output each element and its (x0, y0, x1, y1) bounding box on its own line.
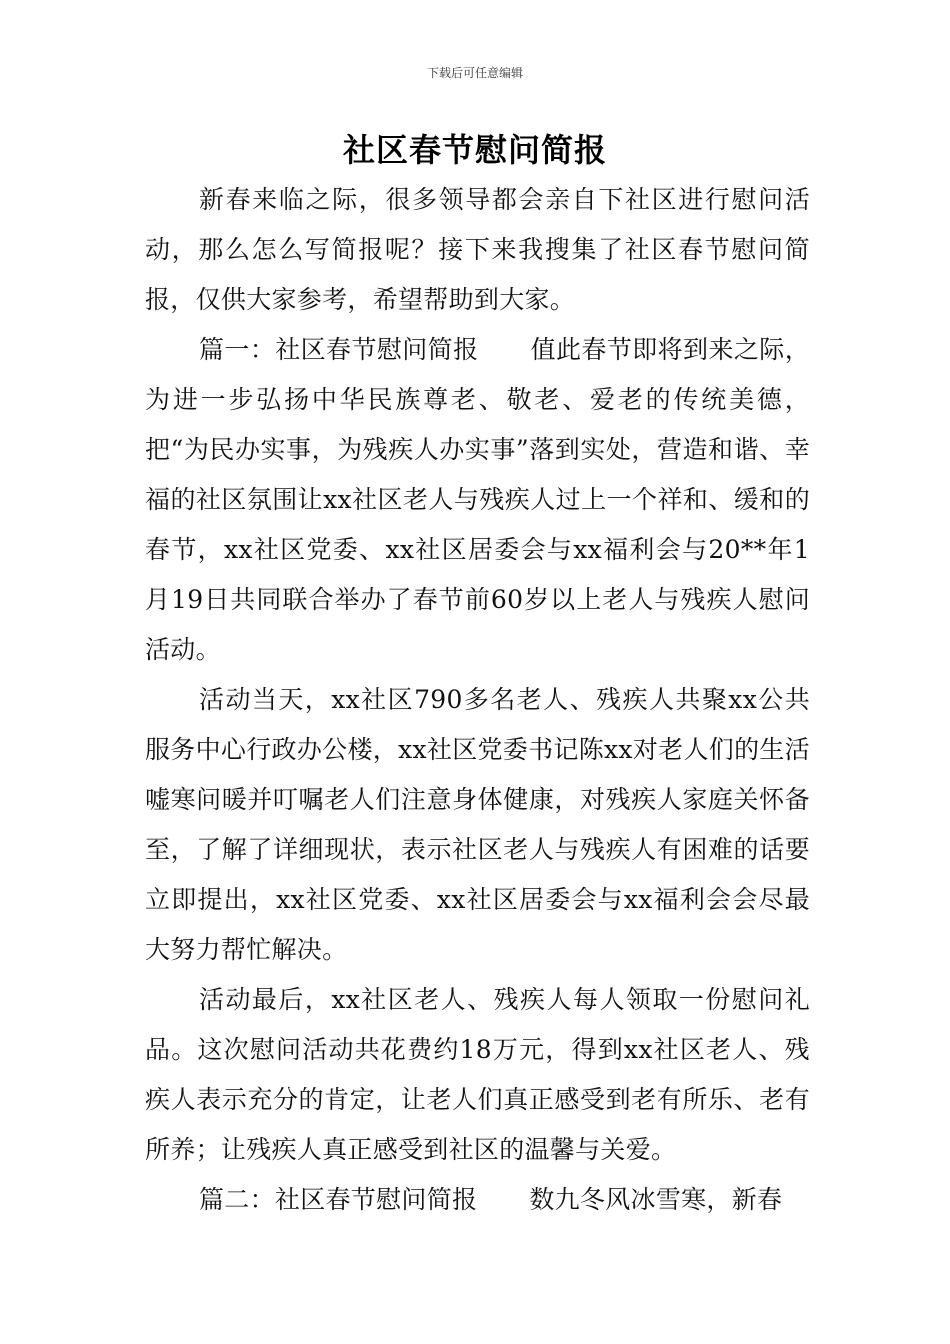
paragraph-text: 数九冬风冰雪寒，新春 (529, 1185, 783, 1214)
header-note: 下载后可任意编辑 (426, 66, 523, 80)
document-body (145, 175, 810, 1225)
paragraph-text: 活动当天，xx社区790多名老人、残疾人共聚xx公共服务中心行政办公楼，xx社区党委书记陈xx对老人们的生活嘘寒问暖并叮嘱老人们注意身体健康，对残疾人家庭关怀备至，了解了详细现状，表示社区老人与残疾人有困难的话要立即提出，xx社区党委、xx社区居委会与xx福利会会尽最大努力帮忙解决。 (145, 685, 810, 964)
paragraph-text: 新春来临之际，很多领导都会亲自下社区进行慰问活动，那么怎么写简报呢？接下来我搜集了社区春节慰问简报，仅供大家参考，希望帮助到大家。 (145, 185, 810, 314)
paragraph-section-two (145, 1175, 810, 1225)
section-heading: 篇二：社区春节慰问简报 (199, 1185, 478, 1214)
paragraph-activity-end (145, 975, 810, 1175)
paragraph-text: 活动最后，xx社区老人、残疾人每人领取一份慰问礼品。这次慰问活动共花费约18万元，得到xx社区老人、残疾人表示充分的肯定，让老人们真正感受到老有所乐、老有所养；让残疾人真正感受到社区的温馨与关爱。 (145, 985, 810, 1164)
paragraph-section-one (145, 325, 810, 675)
section-heading: 篇一：社区春节慰问简报 (199, 335, 479, 364)
document-title: 社区春节慰问简报 (342, 131, 607, 169)
paragraph-text: 值此春节即将到来之际，为进一步弘扬中华民族尊老、敬老、爱老的传统美德，把“为民办实事，为残疾人办实事”落到实处，营造和谐、幸福的社区氛围让xx社区老人与残疾人过上一个祥和、缓和的春节，xx社区党委、xx社区居委会与xx福利会与20**年1月19日共同联合举办了春节前60岁以上老人与残疾人慰问活动。 (145, 335, 810, 664)
paragraph-activity-day (145, 675, 810, 975)
paragraph-intro (145, 175, 810, 325)
